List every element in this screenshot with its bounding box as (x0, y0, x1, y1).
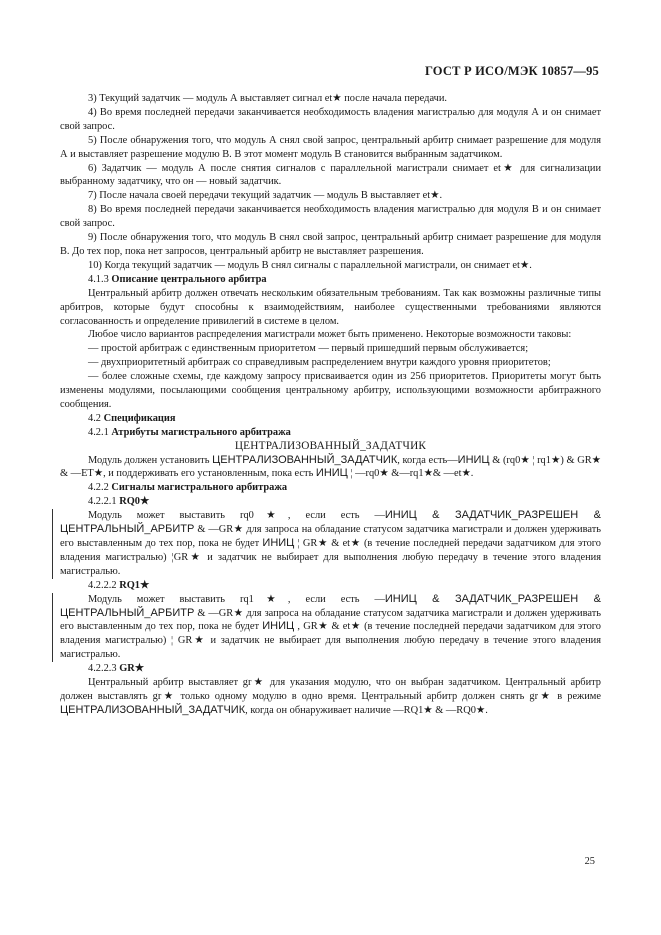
section-number: 4.1.3 (88, 273, 109, 285)
section-title: GR★ (119, 663, 145, 675)
text-run: ¦ GR★ & et★ (в течение последней передачи задатчиком для этого владения магистралью) ¦GR★ и задатчик не выбирает для выполнения любую передачу в течение этого владения магистралью. (60, 538, 601, 577)
text-run: & (rq0★ ¦ rq1★) & GR★ & —ET★, и поддерживать его установленным, пока есть (60, 454, 602, 480)
paragraph-step-10: 10) Когда текущий задатчик — модуль В снял сигналы с параллельной магистрали, он снимает et★. (88, 259, 532, 271)
section-heading-4-1-3 (60, 273, 601, 287)
attribute-name: ИНИЦ (262, 537, 295, 549)
section-number: 4.2.2 (88, 482, 109, 494)
attribute-name: ЦЕНТРАЛИЗОВАННЫЙ_ЗАДАТЧИК (212, 453, 398, 466)
paragraph-attribute-rule (60, 454, 601, 482)
section-title: Спецификация (103, 412, 176, 424)
revision-marked-block-rq1 (52, 593, 601, 663)
section-number: 4.2 (88, 412, 101, 424)
paragraph-rq0-rule (60, 509, 601, 579)
section-title: Атрибуты магистрального арбитража (111, 426, 291, 438)
list-item-dual-priority: — двухприоритетный арбитраж со справедливым распределением внутри каждого уровня приоритетов; (88, 357, 551, 369)
paragraph-step-5: 5) После обнаружения того, что модуль А снял свой запрос, центральный арбитр снимает разрешение для модуля А и выставляет разрешение модулю В. В этот момент модуль В становится выбранным задатчиком. (60, 134, 601, 160)
attribute-caption: ЦЕНТРАЛИЗОВАННЫЙ_ЗАДАТЧИК (234, 439, 427, 452)
section-heading-4-2 (60, 412, 601, 426)
attribute-name: ИНИЦ & ЗАДАТЧИК_РАЗРЕШЕН & ЦЕНТРАЛЬНЫЙ_АРБИТР (60, 592, 601, 619)
paragraph-step-9: 9) После обнаружения того, что модуль В снял свой запрос, центральный арбитр снимает разрешение для модуля В. До тех пор, пока нет запросов, центральный арбитр не выставляет разрешения. (60, 232, 601, 257)
text-run: Модуль может выставить rq1★, если есть — (88, 593, 385, 605)
text-run: & —GR★ для запроса на обладание статусом задатчика магистрали и должен удерживать его выставленным до тех пор, пока не будет (60, 607, 601, 633)
section-number: 4.2.2.2 (88, 579, 117, 591)
document-code-header: ГОСТ Р ИСО/МЭК 10857—95 (424, 64, 599, 78)
section-heading-4-2-2 (60, 481, 601, 495)
attribute-name: ИНИЦ & ЗАДАТЧИК_РАЗРЕШЕН & ЦЕНТРАЛЬНЫЙ_АРБИТР (60, 509, 601, 536)
section-heading-4-2-2-2 (60, 579, 601, 593)
paragraph-allocation-options: Любое число вариантов распределения магистрали может быть применено. Некоторые возможности таковы: (88, 329, 572, 341)
text-run: Модуль должен установить (88, 454, 213, 466)
text-run: , GR★ & et★ (в течение последней передачи задатчиком для этого владения магистралью) ¦ GR★ и задатчик не выбирает для выполнения любую передачу в течение этого владения магистралью. (60, 621, 601, 661)
paragraph-step-6: 6) Задатчик — модуль А после снятия сигналов с параллельной магистрали снимает et★ для сигнализации выбранному задатчику, что он — новый задатчик. (60, 162, 601, 188)
page-number: 25 (584, 856, 595, 867)
section-heading-4-2-2-3 (60, 662, 601, 676)
section-heading-4-2-1 (60, 426, 601, 440)
text-run: Центральный арбитр выставляет gr★ для указания модулю, что он выбран задатчиком. Центральный арбитр должен выставлять gr★ только одному модулю в одно время. Центральный арбитр должен снять gr★ в режиме (60, 677, 601, 702)
attribute-name: ИНИЦ (457, 453, 490, 466)
text-run: & —GR★ для запроса на обладание статусом задатчика магистрали и должен удерживать его выставленным до тех пор, пока не будет (60, 524, 601, 549)
paragraph-gr-rule (60, 676, 601, 718)
section-title: RQ1★ (119, 579, 150, 591)
attribute-name: ЦЕНТРАЛИЗОВАННЫЙ_ЗАДАТЧИК (60, 703, 246, 716)
section-title: Сигналы магистрального арбитража (111, 482, 288, 494)
text-run: , когда есть— (397, 454, 458, 466)
list-item-complex-schemes: — более сложные схемы, где каждому запросу присваивается один из 256 приоритетов. Приоритеты могут быть изменены модулями, посылающими сообщения центральному арбитру, использующими возможности арбитражного сообщения. (60, 371, 601, 410)
page-body (60, 92, 601, 718)
paragraph-step-3: 3) Текущий задатчик — модуль А выставляет сигнал et★ после начала передачи. (88, 93, 448, 104)
section-number: 4.2.1 (88, 426, 109, 438)
section-number: 4.2.2.3 (88, 663, 117, 675)
text-run: , когда он обнаруживает наличие —RQ1★ & —RQ0★. (245, 704, 488, 716)
list-item-simple-arbitration: — простой арбитраж с единственным приоритетом — первый пришедший первым обслуживается; (88, 343, 529, 355)
attribute-name: ИНИЦ (262, 620, 295, 633)
attribute-name: ИНИЦ (315, 467, 348, 480)
paragraph-step-4: 4) Во время последней передачи заканчивается необходимость владения магистралью для модуля А и он снимает свой запрос. (60, 106, 601, 132)
section-number: 4.2.2.1 (88, 496, 117, 508)
text-run: Модуль может выставить rq0★, если есть — (88, 510, 385, 522)
paragraph-step-7: 7) После начала своей передачи текущий задатчик — модуль В выставляет et★. (88, 190, 443, 202)
paragraph-step-8: 8) Во время последней передачи заканчивается необходимость владения магистралью для модуля В и он снимает свой запрос. (60, 204, 601, 230)
paragraph-arbiter-requirements: Центральный арбитр должен отвечать нескольким обязательным требованиям. Так как возможны различные типы арбитров, которые будут способны к взаимодействиям, наиболее существенными требованиями являются согласованность и определение привилегий в системе в целом. (60, 287, 601, 327)
section-title: RQ0★ (119, 496, 150, 508)
section-heading-4-2-2-1 (60, 495, 601, 509)
section-title: Описание центрального арбитра (111, 273, 267, 285)
revision-marked-block-rq0 (52, 509, 601, 579)
text-run: ¦ —rq0★ &—rq1★& —et★. (347, 468, 474, 480)
paragraph-rq1-rule (60, 593, 601, 663)
